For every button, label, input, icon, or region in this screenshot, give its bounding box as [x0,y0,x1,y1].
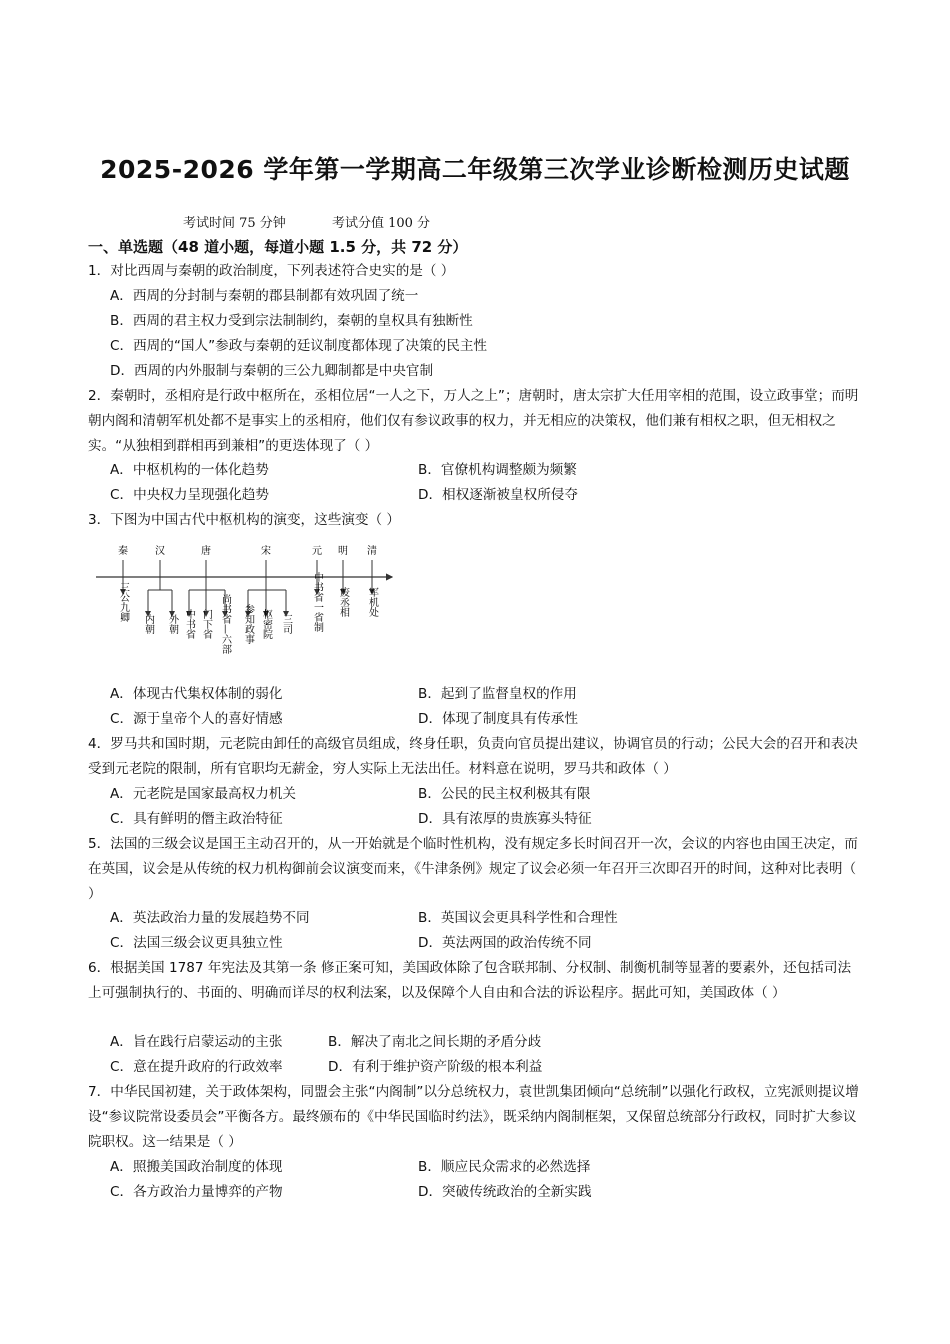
question-stem: 1．对比西周与秦朝的政治制度，下列表述符合史实的是（ ） [88,263,455,279]
option: A．西周的分封制与秦朝的郡县制都有效巩固了统一 [110,288,419,304]
question-stem: 7．中华民国初建，关于政体架构，同盟会主张“内阁制”以分总统权力，袁世凯集团倾向“总统制”以强化行政权，立宪派则提议增设“参议院常设委员会”平衡各方。最终颁布的《中华民国临时约法》，既采纳内阁制框架，又保留总统部分行政权，同时扩大参议院职权。这一结果是（ ） [88,1084,859,1150]
exam-meta [183,212,472,231]
dynasty-label: 唐 [201,546,211,557]
institution-label: 尚书省—六部 [219,594,231,654]
option: C．源于皇帝个人的喜好情感 [110,711,283,727]
option: C．西周的“国人”参政与秦朝的廷议制度都体现了决策的民主性 [110,338,488,354]
dynasty-label: 汉 [155,546,165,557]
institution-label: 三公九卿 [117,582,129,622]
dynasty-label: 清 [367,546,377,557]
option: C．法国三级会议更具独立性 [110,935,283,951]
institution-label: 枢密院 [260,609,272,639]
exam-title: 2025-2026 学年第一学期高二年级第三次学业诊断检测历史试题 [100,155,850,184]
option: A．元老院是国家最高权力机关 [110,786,297,802]
option: A．中枢机构的一体化趋势 [110,462,269,478]
institution-label: 内朝 [142,614,154,634]
exam-time: 考试时间 75 分钟 [183,216,286,231]
question-stem: 2．秦朝时，丞相府是行政中枢所在，丞相位居“一人之下，万人之上”；唐朝时，唐太宗扩大任用宰相的范围，设立政事堂；而明朝内阁和清朝军机处都不是事实上的丞相府，他们仅有参议政事的权力，并无相应的决策权，他们兼有相权之职，但无相权之实。“从独相到群相再到兼相”的更迭体现了（ ） [88,388,859,454]
option: A．英法政治力量的发展趋势不同 [110,910,310,926]
option: B．起到了监督皇权的作用 [418,686,577,702]
option: D．体现了制度具有传承性 [418,711,578,727]
institution-label: 中书省一省制 [311,572,323,632]
option: D．相权逐渐被皇权所侵夺 [418,487,578,503]
option: C．中央权力呈现强化趋势 [110,487,270,503]
institution-label: 三司 [280,614,292,634]
section-heading: 一、单选题（48 道小题，每道小题 1.5 分，共 72 分） [88,238,468,256]
option: B．公民的民主权利极其有限 [418,786,591,802]
institution-label: 外朝 [166,614,178,634]
option: A．旨在践行启蒙运动的主张 [110,1034,283,1050]
institution-label: 军机处 [366,587,378,617]
option: B．西周的君主权力受到宗法制制约，秦朝的皇权具有独断性 [110,313,473,329]
dynasty-label: 秦 [118,546,128,557]
option: D．英法两国的政治传统不同 [418,935,592,951]
institution-label: 废丞相 [337,587,349,617]
dynasty-label: 元 [312,546,322,557]
option: B．顺应民众需求的必然选择 [418,1159,591,1175]
option: D．有利于维护资产阶级的根本利益 [328,1059,543,1075]
institution-label: 中书省 [183,609,195,639]
institution-evolution-diagram [90,538,410,680]
question-stem: 4．罗马共和国时期，元老院由卸任的高级官员组成，终身任职，负责向官员提出建议，协调官员的行动；公民大会的召开和表决受到元老院的限制，所有官职均无薪金，穷人实际上无法出任。材料意在说明，罗马共和政体（ ） [88,736,858,777]
option: B．英国议会更具科学性和合理性 [418,910,618,926]
institution-label: 门下省 [200,609,212,639]
option: D．具有浓厚的贵族寡头特征 [418,811,592,827]
option: A．体现古代集权体制的弱化 [110,686,283,702]
dynasty-label: 宋 [261,546,271,557]
option: B．官僚机构调整颇为频繁 [418,462,577,478]
option: C．具有鲜明的僭主政治特征 [110,811,283,827]
exam-score: 考试分值 100 分 [331,216,431,231]
option: C．意在提升政府的行政效率 [110,1059,283,1075]
institution-label: 参知政事 [242,604,254,644]
option: B．解决了南北之间长期的矛盾分歧 [328,1034,542,1050]
question-stem: 6．根据美国 1787 年宪法及其第一条 修正案可知，美国政体除了包含联邦制、分权制、制衡机制等显著的要素外，还包括司法上可强制执行的、书面的、明确而详尽的权利法案，以及保障个人自由和合法的诉讼程序。据此可知，美国政体（ ） [88,960,852,1001]
option: A．照搬美国政治制度的体现 [110,1159,283,1175]
question-stem: 3．下图为中国古代中枢机构的演变，这些演变（ ） [88,512,401,528]
option: D．突破传统政治的全新实践 [418,1184,592,1200]
question-stem: 5．法国的三级会议是国王主动召开的，从一开始就是个临时性机构，没有规定多长时间召开一次，会议的内容也由国王决定，而在英国，议会是从传统的权力机构御前会议演变而来，《牛津条例》规定了议会必须一年召开三次即召开的时间，这种对比表明（ ） [88,836,858,902]
option: D．西周的内外服制与秦朝的三公九卿制都是中央官制 [110,363,434,379]
dynasty-label: 明 [338,546,348,557]
option: C．各方政治力量博弈的产物 [110,1184,283,1200]
